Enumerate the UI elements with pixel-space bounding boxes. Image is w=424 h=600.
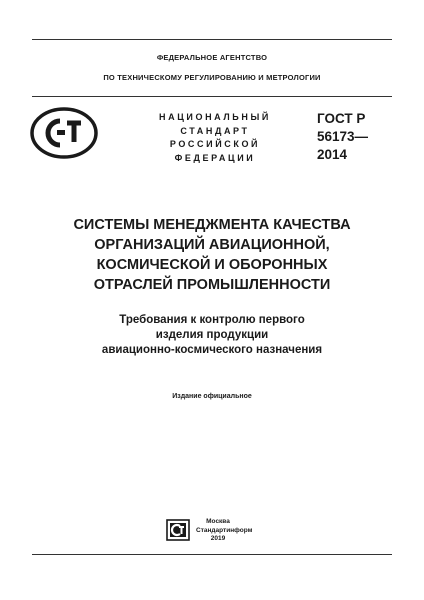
standard-type-line: НАЦИОНАЛЬНЫЙ	[159, 112, 271, 122]
bottom-rule	[32, 554, 392, 555]
publisher-name: Стандартинформ	[196, 526, 253, 534]
agency-line-2: ПО ТЕХНИЧЕСКОМУ РЕГУЛИРОВАНИЮ И МЕТРОЛОГИИ	[103, 73, 321, 82]
publisher-imprint	[196, 518, 253, 544]
document-subtitle	[60, 313, 364, 358]
standard-type-line: СТАНДАРТ	[180, 125, 250, 136]
subtitle-line: изделия продукции	[155, 329, 269, 341]
designation-line: 56173—	[317, 129, 369, 144]
standard-designation	[317, 110, 397, 164]
title-line: КОСМИЧЕСКОЙ И ОБОРОННЫХ	[96, 257, 328, 273]
standartinform-logo-icon	[166, 519, 190, 541]
publisher-city: Москва	[206, 518, 230, 525]
title-line: ОРГАНИЗАЦИЙ АВИАЦИОННОЙ,	[94, 237, 330, 253]
top-rule	[32, 39, 392, 40]
title-line: СИСТЕМЫ МЕНЕДЖМЕНТА КАЧЕСТВА	[73, 217, 351, 233]
standard-type-line: РОССИЙСКОЙ	[169, 139, 261, 149]
gost-r-logo-icon	[30, 106, 98, 160]
publication-year: 2019	[210, 535, 226, 542]
subtitle-line: Требования к контролю первого	[119, 314, 305, 326]
header-rule	[32, 96, 392, 97]
designation-line: ГОСТ Р	[317, 111, 366, 126]
document-title	[40, 215, 384, 295]
title-line: ОТРАСЛЕЙ ПРОМЫШЛЕННОСТИ	[93, 277, 331, 293]
designation-line: 2014	[317, 147, 348, 162]
standard-type-line: ФЕДЕРАЦИИ	[174, 152, 256, 163]
edition-label: Издание официальное	[172, 393, 252, 400]
national-standard-label	[140, 111, 290, 165]
subtitle-line: авиационно-космического назначения	[101, 344, 323, 356]
agency-line-1: ФЕДЕРАЛЬНОЕ АГЕНТСТВО	[156, 53, 268, 62]
